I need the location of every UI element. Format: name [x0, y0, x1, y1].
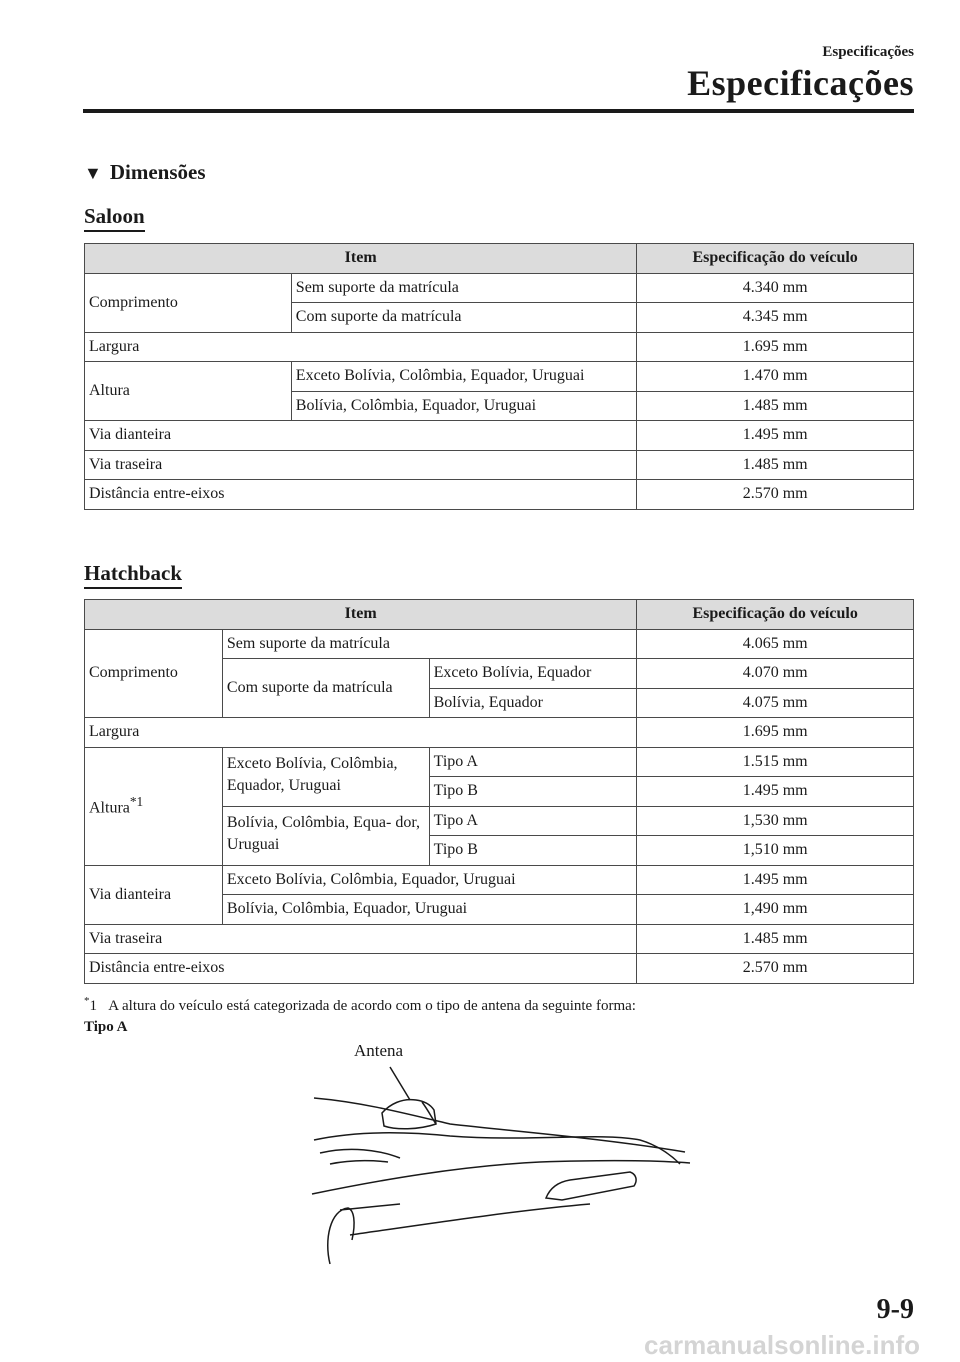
footnote-text: A altura do veículo está categorizada de acordo com o tipo de antena da seguinte forma:: [108, 998, 636, 1014]
hatchback-heading: Hatchback: [84, 561, 182, 589]
row-label: Via traseira: [85, 924, 637, 954]
table-row: [85, 362, 914, 392]
table-row: [85, 480, 914, 510]
section-title: [84, 160, 206, 185]
table-row: [85, 718, 914, 748]
trunk-crease-2: [350, 1204, 590, 1235]
row-value: 1,510 mm: [637, 836, 914, 866]
row-sublabel: Exceto Bolívia, Colômbia, Equador, Uruguai: [222, 865, 636, 895]
saloon-table: [84, 243, 914, 510]
row-value: 4.075 mm: [637, 688, 914, 718]
table-row: [85, 747, 914, 777]
footnote-number: 1: [89, 998, 97, 1014]
footnote: [84, 995, 914, 1015]
row-subsublabel: Tipo B: [429, 836, 637, 866]
chapter-title: Especificações: [687, 63, 914, 103]
row-sublabel: Exceto Bolívia, Colômbia, Equador, Uruguai: [291, 362, 637, 392]
row-label: Largura: [85, 718, 637, 748]
row-value: 4.340 mm: [637, 273, 914, 303]
table-row: [85, 865, 914, 895]
watermark: carmanualsonline.info: [644, 1330, 920, 1360]
row-label: Distância entre-eixos: [85, 480, 637, 510]
table-row: [85, 421, 914, 451]
row-label: Via dianteira: [85, 865, 223, 924]
row-subsublabel: Exceto Bolívia, Equador: [429, 659, 637, 689]
rear-window-line: [314, 1133, 680, 1164]
row-value: 1,490 mm: [637, 895, 914, 925]
chapter-title-small: Especificações: [822, 44, 914, 60]
row-subsublabel: Tipo B: [429, 777, 637, 807]
row-label: Comprimento: [85, 629, 223, 718]
row-label: [85, 747, 223, 865]
row-value: 1.695 mm: [637, 332, 914, 362]
table-row: [85, 273, 914, 303]
roof-line: [314, 1098, 685, 1152]
row-value: 1.495 mm: [637, 777, 914, 807]
antenna-illustration: [300, 1060, 700, 1270]
row-value: 1.495 mm: [637, 421, 914, 451]
section-title-text: Dimensões: [109, 160, 206, 184]
row-value: 2.570 mm: [637, 954, 914, 984]
table-row: [85, 954, 914, 984]
table-row: [85, 450, 914, 480]
row-value: 1.485 mm: [637, 924, 914, 954]
header-item: Item: [85, 244, 637, 274]
table-row: [85, 924, 914, 954]
window-reflection-2: [330, 1161, 388, 1164]
trunk-line: [312, 1161, 690, 1194]
row-sublabel: Exceto Bolívia, Colômbia, Equador, Uruguai: [222, 747, 429, 806]
row-label: Altura: [85, 362, 292, 421]
header-rule: [83, 109, 914, 113]
row-value: 1,530 mm: [637, 806, 914, 836]
row-sublabel: Com suporte da matrícula: [222, 659, 429, 718]
table-header-row: [85, 600, 914, 630]
page-number: 9-9: [876, 1294, 914, 1325]
row-label: Via dianteira: [85, 421, 637, 451]
table-row: [85, 629, 914, 659]
brake-light: [546, 1172, 636, 1200]
footnote-ref: *1: [129, 794, 144, 810]
row-value: 4.065 mm: [637, 629, 914, 659]
row-value: 2.570 mm: [637, 480, 914, 510]
row-value: 1.495 mm: [637, 865, 914, 895]
header-item: Item: [85, 600, 637, 630]
row-sublabel: Bolívia, Colômbia, Equador, Uruguai: [291, 391, 637, 421]
row-value: 1.515 mm: [637, 747, 914, 777]
callout-leader-line: [390, 1067, 410, 1100]
row-subsublabel: Bolívia, Equador: [429, 688, 637, 718]
tail-light-edge: [328, 1208, 354, 1264]
row-value: 4.070 mm: [637, 659, 914, 689]
row-label: Largura: [85, 332, 637, 362]
row-label: Comprimento: [85, 273, 292, 332]
hatchback-table: [84, 599, 914, 984]
saloon-heading: Saloon: [84, 204, 145, 232]
altura-label: Altura: [89, 799, 130, 817]
row-value: 1.485 mm: [637, 450, 914, 480]
row-subsublabel: Tipo A: [429, 747, 637, 777]
row-sublabel: Sem suporte da matrícula: [222, 629, 636, 659]
table-row: [85, 332, 914, 362]
row-sublabel: Bolívia, Colômbia, Equador, Uruguai: [222, 895, 636, 925]
header-spec: Especificação do veículo: [637, 244, 914, 274]
row-value: 1.485 mm: [637, 391, 914, 421]
tipo-label: Tipo A: [84, 1019, 128, 1035]
table-header-row: [85, 244, 914, 274]
row-sublabel: Bolívia, Colômbia, Equa- dor, Uruguai: [222, 806, 429, 865]
header-spec: Especificação do veículo: [637, 600, 914, 630]
row-value: 4.345 mm: [637, 303, 914, 333]
window-reflection: [320, 1149, 400, 1158]
triangle-marker-icon: ▼: [84, 163, 102, 183]
row-sublabel: Com suporte da matrícula: [291, 303, 637, 333]
row-value: 1.695 mm: [637, 718, 914, 748]
row-label: Via traseira: [85, 450, 637, 480]
antenna-callout-label: Antena: [354, 1041, 404, 1060]
row-sublabel: Sem suporte da matrícula: [291, 273, 637, 303]
row-subsublabel: Tipo A: [429, 806, 637, 836]
footnote-mark: *: [84, 995, 90, 1007]
row-label: Distância entre-eixos: [85, 954, 637, 984]
row-value: 1.470 mm: [637, 362, 914, 392]
